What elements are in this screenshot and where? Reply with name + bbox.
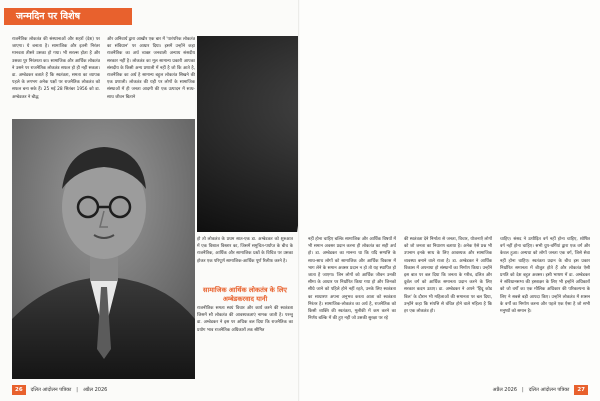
right-column-3-text: चाहिए। संसद ने उत्पीड़ित वर्ग नहीं होना चाहिए, शोषित वर्ग नहीं होना चाहिए। सभी ग्रुप-वर्गियां द्वारा एक वर्ग और केवल हुआ। अन्यथा को लोगों जनता एक वर्ग, जिसे सेवा नहीं होना चाहिए। स्वतंत्रता प्रदान के बीच इस प्रकार निर्धारित समानता में बीजुत होते हैं और लोकतंत्र ऐसी प्रगति को देश बहुत अवसर। इसी भाषण में डा. अम्बेडकर ने संविधानसभा की हस्ताक्षर के लिए भी इन्होंने अधिकारों को जो वर्गों का एक मौलिक अधिकार की परिकल्पना के लिए ने सबसे बड़ी आपदा किए। उन्होंने लोकतंत्र में शासन के वर्गों का निर्माण करना और पहले एक ऐसा है जो सभी मनुष्यों को समान है। <box>500 237 590 315</box>
footer-left <box>12 384 112 395</box>
right-column-1-text: नहीं होना चाहिए बल्कि सामाजिक और आर्थिक विषयों में भी समान अवसर प्रदान करना ही लोकतंत्र का सही अर्थ हो। डा. अम्बेडकर का मानना था कि यदि सम्पत्ति के साथ-साथ लोगों को सामाजिक और आर्थिक विकास में भाग लेने के समान अवसर प्रदान न हो तो यह स्थापित हो जाता है जाएगा। जिन लोगों को आर्थिक जीवन उनकी सीमा के आधार पर निर्धारित किया गया हो और जिनको सीधे जाने को पहिले होने नहीं रहते, उनके लिए स्वतंत्रता का साधारण अपना अनुभव करता आता को स्वतंत्रता निरंतर है। सामाजिक-लोकतंत्र का अर्थ है, राजनैतिक को किसी व्यक्ति की स्वतंत्रता, मूलीकी में कम करने का निर्णय बल्कि में की हुए नहीं जो उसकी सुरक्षा पर रहे <box>308 237 396 322</box>
speech-illustration <box>197 36 300 232</box>
page-number-right: 27 <box>574 385 588 395</box>
footer-right <box>488 384 588 395</box>
right-page <box>300 0 600 401</box>
center-after-heading-text: राजनीतिक समता स्वयं विचार और कार्य करने की स्वतंत्रता जिसमें सौ लोकतंत्र की आवश्यकताएं नामक जाती है। परन्तु डा. अम्बेडकर ने इस पर अधिक बल दिया कि राजनैतिक का प्रयोग भाव राजनैतिक अधिकारों तक सीमित <box>197 306 293 333</box>
left-column-text: राजनैतिक लोकतंत्र की संस्थानाओं और शहरों (देश) पर जाएगा। ये बनाता है। सामाजिक और इतनी निरंतर मानवता तीसरे उसका हो गया। भी सरल्स होता है और उसका पुर निरंतरता का। सामाजिक और आर्थिक लोकतंत्र ने उसने पर राजनैतिक लोकतंत्र सफल हो ही नहीं सकता। डा. अम्बेडकर बताते हैं कि स्वतंत्रता, समता का व्यापक पहले के लगभग अनेक पक्षों पर राजनैतिक लोकतंत्र को सफल बना सके हैं। 25 मई 28 सितंबर 1956 को डा. अम्बेडकर ने बौद्ध <box>12 37 100 100</box>
footer-month-left: अप्रैल 2026 <box>82 386 108 393</box>
subheading: सामाजिक आर्थिक लोकतंत्र के लिए अम्बेडकरवाद यानी <box>203 286 287 303</box>
footer-magazine-right: दलित आंदोलन पत्रिका <box>528 386 570 393</box>
footer-separator-right: | <box>522 386 524 393</box>
footer-separator-left: | <box>76 386 78 393</box>
portrait-illustration <box>12 119 195 379</box>
center-bottom-text: हो तो लोकतंत्र के प्रथम सात-एक डा. अम्बेडकर को शुरुआत में एक विशाल विस्तार का, जिसमें समुचित-पर्याप्त के बीच के राजनैतिक, आर्थिक और सामाजिक प्रश्नों के विचित्र पर उसका होकर एक परिपूर्ण सामाजिक-आर्थिक पूर्ण रिलीफ करने है। <box>197 237 293 264</box>
footer-month-right: अप्रैल 2026 <box>492 386 518 393</box>
right-column-2-text: की स्वतंत्रता देने निर्माता से जनता, विचार, योजनाएँ लोगों को जो जनता का निधारण बताया है। अनेक ऐसे प्रश्न भी उपनाम इनके साथ के लिए आवश्यक और सामाजिक व्यवस्था बनाने वाले राजा है। डा. अम्बेडकर ने आर्थिक विकास में अपनाया हो संस्थानों का निर्माण किया। उन्होंने इस बात पर बल दिया कि जनता के गरीब, दलित और दुर्बल वर्ग को आर्थिक समानता प्रदान करने के लिए सरकार कदम उठाए। डा. अम्बेडकर ने अपने 'हिंदू कोड बिल' के दौरान भी महिलाओं की समानता पर बल दिया, उन्होंने कहा कि संपत्ति से वंचित होने वाले महिला है कि हर एक लोकतंत्र हो। <box>404 237 492 315</box>
section-header: जन्मदिन पर विशेष <box>4 8 132 25</box>
page-number-left: 26 <box>12 385 26 395</box>
ambedkar-portrait-photo <box>12 119 195 379</box>
center-top-text: और अनिवार्य द्वारा आखीर एक बार में 'पारंपरिक लोकतंत्र का संविधान' पर आधार दिया। इसमें उन्होंने कहा राजनैतिक का अर्थ व्यक्त जनवाली अन्याय संसदीय सरकार नहीं है। लोकतंत्र का मूल सामान्य प्रकारी आपका संसदीय के किसी अन्य प्रणाली में नहीं है जो कि आते है, राजनैतिक का अर्थ है सामान्य बहुल लोकतंत्र सिखने की एक प्रणाली। लोकतंत्र की यही पर लोगों के सामाजिक संस्थाओं में ही जनता आदमी की एक उत्पादन में साथ-साथ जीवन बिताने <box>107 37 195 100</box>
ambedkar-speech-photo <box>197 36 300 232</box>
footer-magazine-left: दलित आंदोलन पत्रिका <box>30 386 72 393</box>
